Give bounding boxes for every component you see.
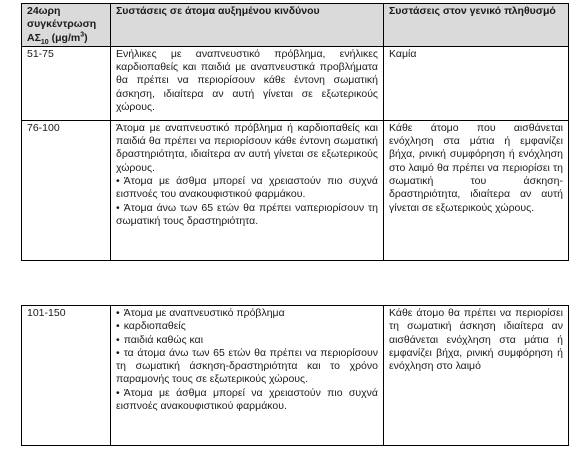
table-row <box>22 120 569 260</box>
risk-bullet: • Άτομα με αναπνευστικό πρόβλημα <box>116 307 378 320</box>
header-general-population: Συστάσεις στον γενικό πληθυσμό <box>384 4 569 47</box>
risk-text: Άτομα με αναπνευστικό πρόβλημα ή καρδιοπαθείς και παιδιά θα πρέπει να περιορίσουν κάθε έντονη σωματική δραστηριότητα, ιδιαίτερα αν αυτή γίνεται σε εξωτερικούς χώρους. <box>116 121 378 174</box>
recommendations-table-1 <box>21 3 569 261</box>
risk-bullet: • Άτομα με άσθμα μπορεί να χρειαστούν πιο συχνά εισπνοές ανακουφιστικού φαρμάκου. <box>116 387 378 414</box>
general-cell: Καμία <box>384 46 569 120</box>
range-cell: 51-75 <box>22 46 111 120</box>
risk-bullet: • καρδιοπαθείς <box>116 320 378 333</box>
range-cell: 76-100 <box>22 120 111 260</box>
general-cell: Κάθε άτομο θα πρέπει να περιορίσει τη σωματική άσκηση ιδιαίτερα αν αισθάνεται ενόχληση στα μάτια ή εμφανίζει βήχα, ρινική συμφόρηση ή ενόχληση στο λαιμό <box>384 306 569 446</box>
header-concentration-line2: συγκέντρωση <box>27 18 97 31</box>
risk-cell <box>111 120 384 260</box>
general-cell: Κάθε άτομο που αισθάνεται ενόχληση στα μάτια ή εμφανίζει βήχα, ρινική συμφόρηση ή ενόχληση στο λαιμό θα πρέπει να περιορίσει τη σωματική του άσκηση- δραστηριότητα, ιδιαίτερα αν αυτή γίνεται σε εξωτερικούς χώρους. <box>384 120 569 260</box>
risk-bullet: • Άτομα άνω των 65 ετών θα πρέπει ναπεριορίσουν τη σωματική τους δραστηριότητα. <box>116 202 378 229</box>
table-row <box>22 46 569 120</box>
header-concentration <box>22 4 111 47</box>
risk-bullet: • Άτομα με άσθμα μπορεί να χρειαστούν πιο συχνά εισπνοές του ανακουφιστικού φαρμάκου. <box>116 175 378 202</box>
risk-bullet: • παιδιά καθώς και <box>116 334 378 347</box>
range-cell: 101-150 <box>22 306 111 446</box>
header-risk-groups: Συστάσεις σε άτομα αυξημένου κινδύνου <box>111 4 384 47</box>
risk-cell <box>111 306 384 446</box>
risk-bullet: • τα άτομα άνω των 65 ετών θα πρέπει να περιορίσουν τη σωματική άσκηση-δραστηριότητα και το χρόνο παραμονής τους σε εξωτερικούς χώρους. <box>116 347 378 387</box>
header-concentration-unit: $A\Sigma_{10}$ $(\mu g/m^3)$ <box>27 31 88 46</box>
table-header-row <box>22 4 569 47</box>
recommendations-table-2 <box>21 305 569 446</box>
header-concentration-line1: 24ωρη <box>27 5 61 17</box>
risk-cell: Ενήλικες με αναπνευστικό πρόβλημα, ενήλικες καρδιοπαθείς και παιδιά με αναπνευστικά προβλήματα θα πρέπει να περιορίσουν κάθε έντονη σωματική άσκηση, ιδιαίτερα αν αυτή γίνεται σε εξωτερικούς χώρους. <box>111 46 384 120</box>
table-row <box>22 306 569 446</box>
